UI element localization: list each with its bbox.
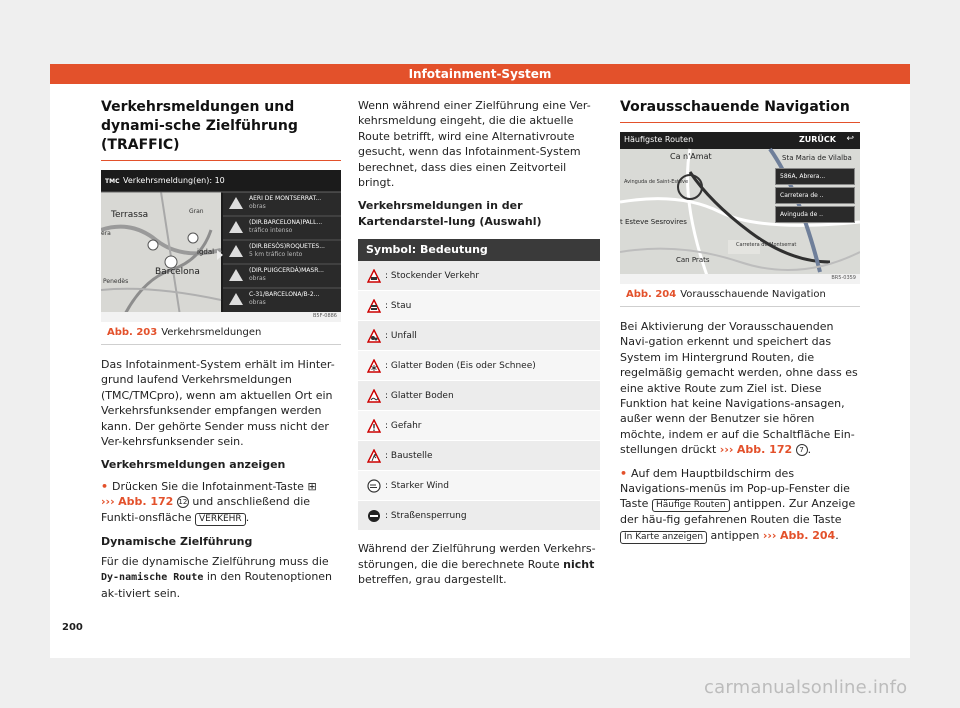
route-item[interactable]: Avinguda de .. [775,206,855,223]
symbol-table [358,239,600,531]
traffic-message-road: (DIR.BARCELONA)PALL... [249,219,323,226]
paragraph-text: Während der Zielführung werden Verkehrs-störungen, die die berechnete Route [358,542,596,571]
paragraph-text: Für die dynamische Zielführung muss die [101,555,329,569]
figure-caption-text: Verkehrsmeldungen [161,327,262,338]
instruction-step [620,466,860,544]
infotainment-key-icon: ⊞ [307,479,317,493]
table-row [358,291,600,321]
map-label: Gran [189,208,204,215]
punctuation: . [245,510,250,524]
traffic-message-type: obras [249,275,266,282]
figure-code: BR5-0359 [831,275,856,281]
map-label: Terrassa [111,210,149,220]
callout-number: 7 [796,444,808,456]
step-text: Auf dem Hauptbildschirm des Navigations-menüs im Pop-up-Fenster die Taste [620,466,850,511]
traffic-message-item[interactable] [223,288,341,312]
map-label: era [101,230,111,237]
paragraph-text: in den Routenoptionen ak-tiviert sein. [101,570,333,600]
subheading: Dynamische Zielführung [101,534,253,548]
traffic-message-type: tráfico intenso [249,227,293,234]
traffic-message-road: AERI DE MONTSERRAT... [249,195,322,202]
emphasis: nicht [563,557,595,571]
predictive-nav-figure [620,132,860,284]
figure-caption [101,322,341,345]
wind-icon [367,479,381,493]
section-heading-predictive: Vorausschauende Navigation [620,99,850,115]
table-row [358,441,600,471]
symbol-meaning: : Glatter Boden [385,390,454,401]
traffic-message-road: C-31/BARCELONA/B-2... [249,291,320,298]
jam-icon [229,245,243,257]
table-row [358,471,600,501]
cross-ref-arrows: ››› [762,528,777,542]
heading-rule [620,122,860,123]
figure-number: Abb. 204 [626,289,677,300]
callout-number: 12 [178,498,188,507]
roadworks-icon [367,449,381,463]
slippery-icon [367,389,381,403]
roadworks-icon [229,293,243,305]
symbol-meaning: : Glatter Boden (Eis oder Schnee) [385,360,536,371]
map-label: Barcelona [155,267,200,277]
paragraph-text: betreffen, grau dargestellt. [358,573,507,587]
traffic-message-item[interactable] [223,216,341,240]
jam-icon [367,269,381,283]
traffic-message-item[interactable] [223,240,341,264]
section-heading-traffic: Verkehrsmeldungen und dynami-sche Zielführung (TRAFFIC) [101,99,298,153]
queue-icon [367,299,381,313]
chapter-band: Infotainment-System [50,64,910,84]
step-text: Drücken Sie die Infotainment-Taste [112,479,304,493]
paragraph [620,319,860,458]
cross-ref-link[interactable]: Abb. 172 [118,495,174,509]
jam-icon [229,221,243,233]
column-predictive-navigation [620,98,860,544]
traffic-count-title: Verkehrsmeldung(en): 10 [123,176,225,185]
traffic-message-type: obras [249,203,266,210]
traffic-message-type: obras [249,299,266,306]
column-traffic [101,98,341,601]
table-row [358,351,600,381]
ice-icon [367,359,381,373]
instruction-step [101,479,341,526]
figure-code: B5F-0886 [312,313,337,319]
map-label: igdal [197,248,215,256]
figure-number: Abb. 203 [107,327,158,338]
cross-ref-arrows: ››› [719,443,734,457]
table-row [358,411,600,441]
table-row [358,501,600,531]
map-label: Ca n'Amat [670,152,712,161]
figure-caption [620,284,860,307]
traffic-message-type: 5 km tráfico lento [249,251,303,258]
subheading: Verkehrsmeldungen in der Kartendarstel-lung (Auswahl) [358,199,542,228]
roadworks-icon [229,197,243,209]
traffic-message-road: (DIR.PUIGCERDÀ)MASR... [249,267,324,274]
roadworks-icon [229,269,243,281]
paragraph [358,541,600,587]
figure-caption-text: Vorausschauende Navigation [680,289,826,300]
symbol-meaning: : Straßensperrung [385,510,467,521]
map-label: Penedès [103,278,129,285]
page-number: 200 [62,622,83,633]
symbol-meaning: : Stockender Verkehr [385,270,480,281]
traffic-screen-figure [101,170,341,322]
heading-rule [101,160,341,161]
cross-ref-arrows: ››› [101,495,115,509]
step-text: antippen. Zur Anzeige der häu-fig gefahrenen Routen die Taste [620,497,856,527]
subheading: Verkehrsmeldungen anzeigen [101,458,286,472]
back-arrow-icon: ↩ [846,134,854,144]
danger-icon [367,419,381,433]
step-text: und anschließend die Funkti-onsfläche [101,495,311,524]
bullet-icon: • [101,479,109,493]
map-label: t Esteve Sesrovires [620,218,687,226]
symbol-meaning: : Starker Wind [385,480,449,491]
table-row [358,381,600,411]
show-on-map-button-label: In Karte anzeigen [620,531,707,544]
symbol-meaning: : Stau [385,300,412,311]
paragraph [101,554,341,601]
punctuation: . [835,528,839,542]
paragraph: Das Infotainment-System erhält im Hinter-grund laufend Verkehrsmeldungen (TMC/TMCpro), wenn am aktuellen Ort ein Verkehrsfunksender empfangen werden kann. Der gehörte Sender muss nicht der Ver-kehrsfunksender sein. [101,358,335,449]
route-item[interactable]: Carretera de .. [775,187,855,204]
traffic-message-item[interactable] [223,192,341,216]
map-label: Sta Maria de Vilalba [782,154,852,162]
paragraph-text: Bei Aktivierung der Vorausschauenden Navi-gation erkennt und speichert das System im Hintergrund Routen, die regelmäßig gemacht werden, ohne dass es eine aktive Route zum Ziel ist. Diese Funktion hat keine Navigations-ansagen, außer wenn der Benutzer sie hören möchte, indem er auf die Schaltfläche Ein-stellungen drückt [620,320,858,457]
symbol-meaning: : Baustelle [385,450,433,461]
step-text: antippen [710,528,760,542]
cross-ref-link[interactable]: Abb. 204 [779,528,836,542]
frequent-routes-title: Häufigste Routen [624,135,694,144]
bullet-icon: • [620,466,628,480]
no-entry-icon [367,509,381,523]
map-label: Avinguda de Saint-Esteve [624,179,689,185]
setting-name: Dy-namische Route [101,572,204,584]
accident-icon [367,329,381,343]
traffic-message-item[interactable] [223,264,341,288]
map-label: Carretera de Montserrat [736,242,797,248]
column-traffic-symbols [358,98,600,587]
symbol-meaning: : Unfall [385,330,417,341]
frequent-routes-button-label: Häufige Routen [652,499,730,512]
table-row [358,261,600,291]
traffic-message-road: (DIR.BESÒS)ROQUETES... [249,243,325,250]
table-header: Symbol: Bedeutung [358,239,600,261]
symbol-meaning: : Gefahr [385,420,422,431]
paragraph: Wenn während einer Zielführung eine Ver-kehrsmeldung eingeht, die die aktuelle Route betrifft, wird eine Alternativroute gesucht, wenn das Infotainment-System berechnet, dass dies einen Zeitvorteil bringt. [358,99,591,190]
table-row [358,321,600,351]
watermark: carmanualsonline.info [704,677,908,698]
map-label: Can Prats [676,256,710,264]
traffic-message-list [223,192,341,312]
cross-ref-link[interactable]: Abb. 172 [736,443,793,457]
punctuation: . [807,443,812,457]
tmc-label: TMC [105,178,120,185]
back-button[interactable]: ZURÜCK [798,135,836,144]
route-list [775,168,855,223]
route-item[interactable]: 586A, Abrera... [775,168,855,185]
verkehr-button-label: VERKEHR [195,513,246,526]
